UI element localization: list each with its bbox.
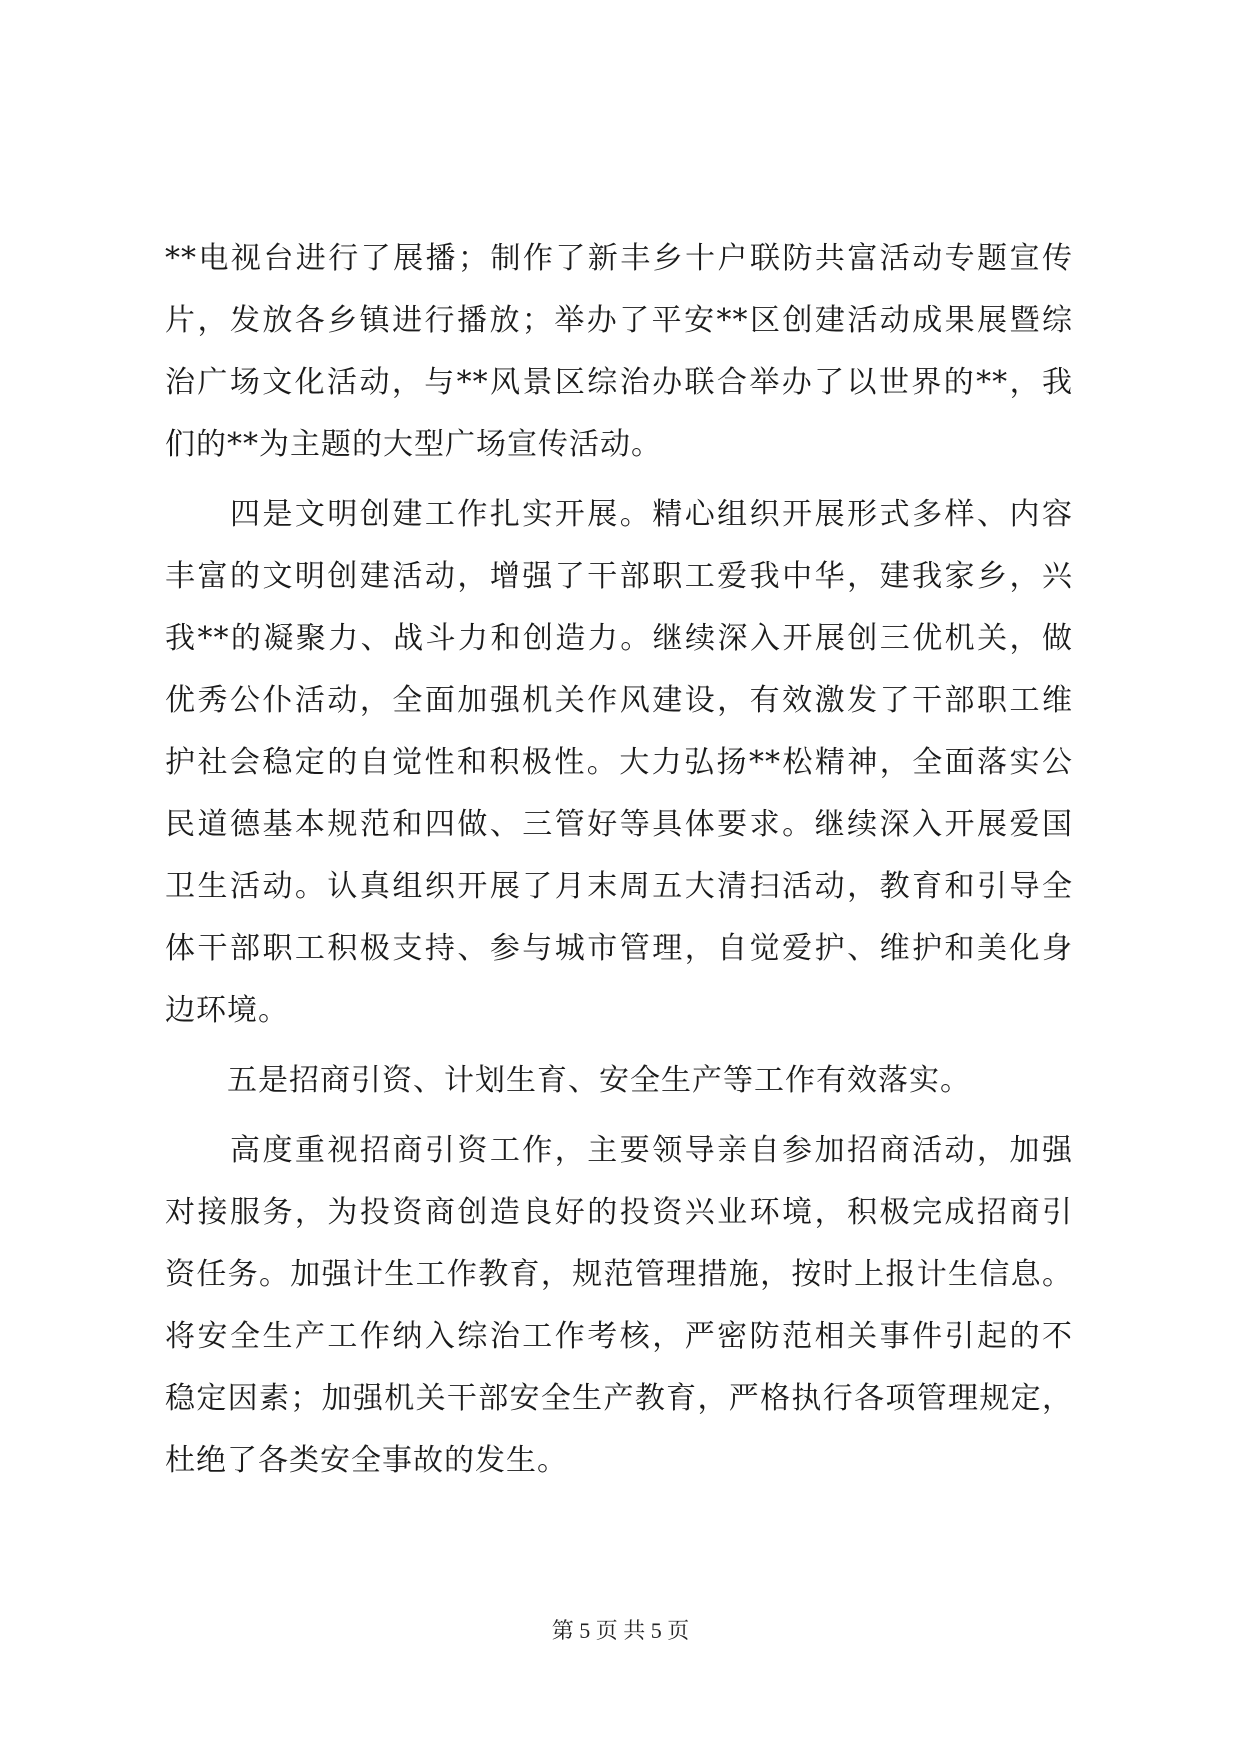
text-line: **电视台进行了展播；制作了新丰乡十户联防共富活动专题宣传 (165, 241, 1073, 276)
paragraph-2 (165, 484, 1073, 1042)
text-line: 片，发放各乡镇进行播放；举办了平安**区创建活动成果展暨综 (165, 303, 1073, 338)
text-line: 体干部职工积极支持、参与城市管理，自觉爱护、维护和美化身 (165, 931, 1073, 966)
page-number-footer: 第 5 页 共 5 页 (551, 1618, 690, 1643)
text-line: 五是招商引资、计划生育、安全生产等工作有效落实。 (165, 1063, 971, 1098)
paragraph-3 (165, 1050, 1073, 1112)
text-line: 杜绝了各类安全事故的发生。 (165, 1443, 568, 1478)
text-line: 民道德基本规范和四做、三管好等具体要求。继续深入开展爱国 (165, 807, 1073, 842)
paragraph-1 (165, 228, 1073, 476)
text-line: 治广场文化活动，与**风景区综治办联合举办了以世界的**，我 (165, 365, 1073, 400)
text-line: 护社会稳定的自觉性和积极性。大力弘扬**松精神，全面落实公 (165, 745, 1073, 780)
paragraph-4 (165, 1120, 1073, 1492)
text-line: 优秀公仆活动，全面加强机关作风建设，有效激发了干部职工维 (165, 683, 1073, 718)
text-line: 将安全生产工作纳入综治工作考核，严密防范相关事件引起的不 (165, 1319, 1073, 1354)
text-line: 们的**为主题的大型广场宣传活动。 (165, 427, 662, 462)
text-line: 四是文明创建工作扎实开展。精心组织开展形式多样、内容 (165, 497, 1073, 532)
text-line: 卫生活动。认真组织开展了月末周五大清扫活动，教育和引导全 (165, 869, 1073, 904)
text-line: 稳定因素；加强机关干部安全生产教育，严格执行各项管理规定， (165, 1381, 1073, 1416)
text-line: 资任务。加强计生工作教育，规范管理措施，按时上报计生信息。 (165, 1257, 1073, 1292)
text-line: 对接服务，为投资商创造良好的投资兴业环境，积极完成招商引 (165, 1195, 1073, 1230)
text-line: 边环境。 (165, 993, 289, 1028)
text-line: 高度重视招商引资工作，主要领导亲自参加招商活动，加强 (165, 1133, 1073, 1168)
text-line: 丰富的文明创建活动，增强了干部职工爱我中华，建我家乡，兴 (165, 559, 1073, 594)
text-line: 我**的凝聚力、战斗力和创造力。继续深入开展创三优机关，做 (165, 621, 1073, 656)
document-body (165, 228, 1073, 1492)
